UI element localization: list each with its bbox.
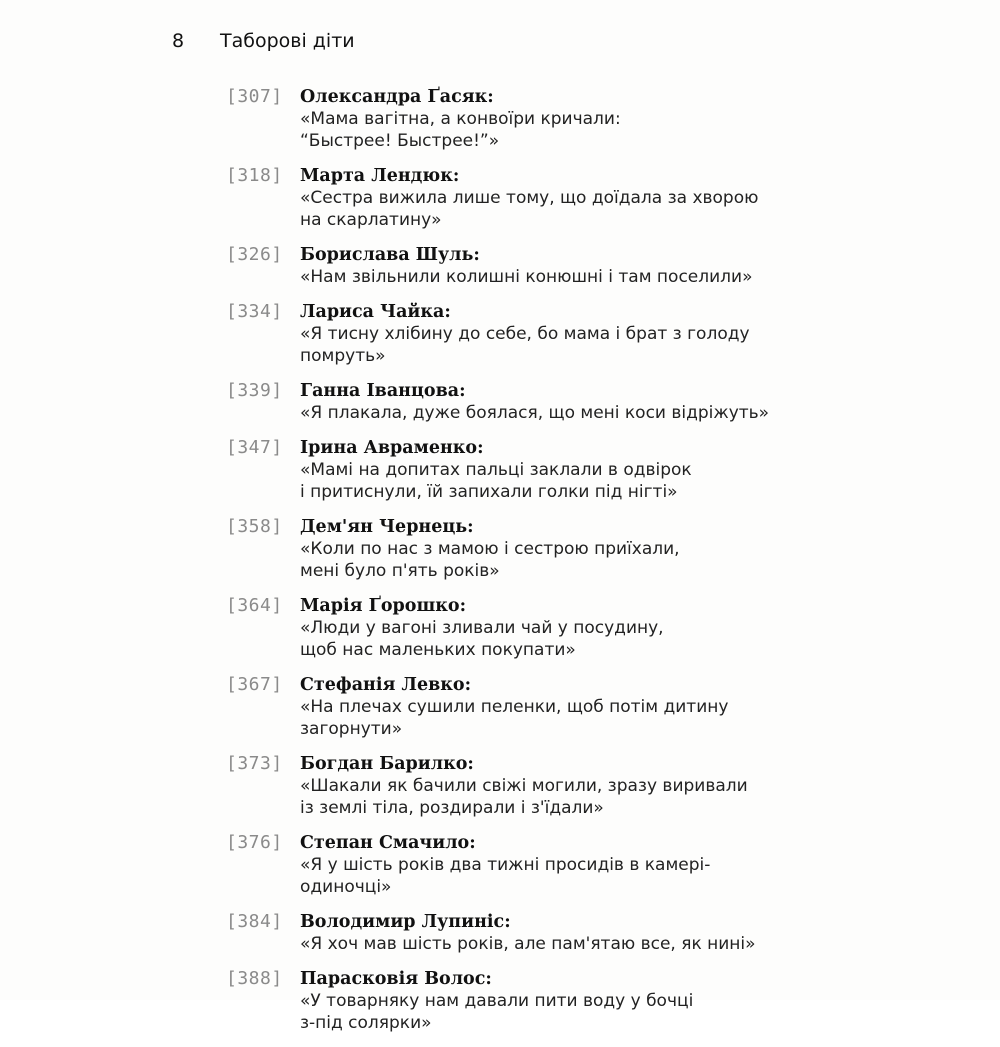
list-item xyxy=(226,911,826,955)
entry-body xyxy=(300,832,826,898)
list-item xyxy=(226,968,826,1034)
person-name: Парасковія Волос: xyxy=(300,969,492,989)
list-item xyxy=(226,753,826,819)
quote-line: «Люди у вагоні зливали чай у посудину, xyxy=(300,618,664,638)
entry-body xyxy=(300,968,826,1034)
person-name: Ірина Авраменко: xyxy=(300,438,484,458)
testimony-quote xyxy=(300,990,826,1034)
quote-line: «Я у шість років два тижні просидів в камері- xyxy=(300,855,711,875)
testimony-quote xyxy=(300,187,826,231)
quote-line: «Сестра вижила лише тому, що доїдала за хворою xyxy=(300,188,759,208)
page-reference: [384] xyxy=(226,911,283,932)
contents-list xyxy=(226,86,826,1047)
page-reference: [367] xyxy=(226,674,283,695)
quote-line: «Шакали як бачили свіжі могили, зразу виривали xyxy=(300,776,748,796)
quote-line: «На плечах сушили пеленки, щоб потім дитину xyxy=(300,697,729,717)
testimony-quote xyxy=(300,459,826,503)
running-header xyxy=(172,30,355,52)
quote-line: «Мама вагітна, а конвоїри кричали: xyxy=(300,109,621,129)
testimony-quote xyxy=(300,696,826,740)
testimony-quote xyxy=(300,402,826,424)
page-reference: [364] xyxy=(226,595,283,616)
page-reference: [373] xyxy=(226,753,283,774)
entry-body xyxy=(300,301,826,367)
entry-body xyxy=(300,380,826,424)
quote-line: «Я хоч мав шість років, але пам'ятаю все, як нині» xyxy=(300,934,756,954)
quote-line: одиночці» xyxy=(300,877,392,897)
person-name: Ганна Іванцова: xyxy=(300,381,466,401)
page-number: 8 xyxy=(172,30,185,52)
list-item xyxy=(226,244,826,288)
testimony-quote xyxy=(300,775,826,819)
book-title: Таборові діти xyxy=(220,30,355,52)
quote-line: «Нам звільнили колишні конюшні і там поселили» xyxy=(300,267,753,287)
person-name: Марія Ґорошко: xyxy=(300,596,467,616)
quote-line: мені було п'ять років» xyxy=(300,561,500,581)
quote-line: «Я тисну хлібину до себе, бо мама і брат з голоду xyxy=(300,324,750,344)
testimony-quote xyxy=(300,538,826,582)
quote-line: “Быстрее! Быстрее!”» xyxy=(300,131,500,151)
testimony-quote xyxy=(300,108,826,152)
testimony-quote xyxy=(300,854,826,898)
page-reference: [339] xyxy=(226,380,283,401)
entry-body xyxy=(300,86,826,152)
quote-line: і притиснули, їй запихали голки під нігті» xyxy=(300,482,678,502)
entry-body xyxy=(300,753,826,819)
person-name: Володимир Лупиніс: xyxy=(300,912,511,932)
person-name: Стефанія Левко: xyxy=(300,675,472,695)
entry-body xyxy=(300,165,826,231)
person-name: Дем'ян Чернець: xyxy=(300,517,474,537)
quote-line: «Коли по нас з мамою і сестрою приїхали, xyxy=(300,539,680,559)
list-item xyxy=(226,674,826,740)
quote-line: на скарлатину» xyxy=(300,210,442,230)
list-item xyxy=(226,437,826,503)
list-item xyxy=(226,380,826,424)
entry-body xyxy=(300,244,826,288)
quote-line: щоб нас маленьких покупати» xyxy=(300,640,576,660)
page-reference: [318] xyxy=(226,165,283,186)
person-name: Марта Лендюк: xyxy=(300,166,460,186)
quote-line: із землі тіла, роздирали і з'їдали» xyxy=(300,798,604,818)
list-item xyxy=(226,516,826,582)
page-reference: [388] xyxy=(226,968,283,989)
page-reference: [326] xyxy=(226,244,283,265)
person-name: Степан Смачило: xyxy=(300,833,476,853)
list-item xyxy=(226,165,826,231)
testimony-quote xyxy=(300,323,826,367)
person-name: Олександра Ґасяк: xyxy=(300,87,494,107)
page-reference: [334] xyxy=(226,301,283,322)
person-name: Лариса Чайка: xyxy=(300,302,451,322)
entry-body xyxy=(300,911,826,955)
testimony-quote xyxy=(300,266,826,288)
list-item xyxy=(226,301,826,367)
person-name: Борислава Шуль: xyxy=(300,245,480,265)
quote-line: «Мамі на допитах пальці заклали в одвірок xyxy=(300,460,692,480)
page-reference: [376] xyxy=(226,832,283,853)
page-reference: [347] xyxy=(226,437,283,458)
quote-line: «У товарняку нам давали пити воду у бочці xyxy=(300,991,694,1011)
quote-line: з-під солярки» xyxy=(300,1013,432,1033)
list-item xyxy=(226,86,826,152)
quote-line: загорнути» xyxy=(300,719,403,739)
list-item xyxy=(226,595,826,661)
page-reference: [307] xyxy=(226,86,283,107)
person-name: Богдан Барилко: xyxy=(300,754,474,774)
page-reference: [358] xyxy=(226,516,283,537)
quote-line: «Я плакала, дуже боялася, що мені коси відріжуть» xyxy=(300,403,770,423)
entry-body xyxy=(300,674,826,740)
testimony-quote xyxy=(300,933,826,955)
entry-body xyxy=(300,595,826,661)
entry-body xyxy=(300,437,826,503)
list-item xyxy=(226,832,826,898)
quote-line: помруть» xyxy=(300,346,386,366)
testimony-quote xyxy=(300,617,826,661)
entry-body xyxy=(300,516,826,582)
